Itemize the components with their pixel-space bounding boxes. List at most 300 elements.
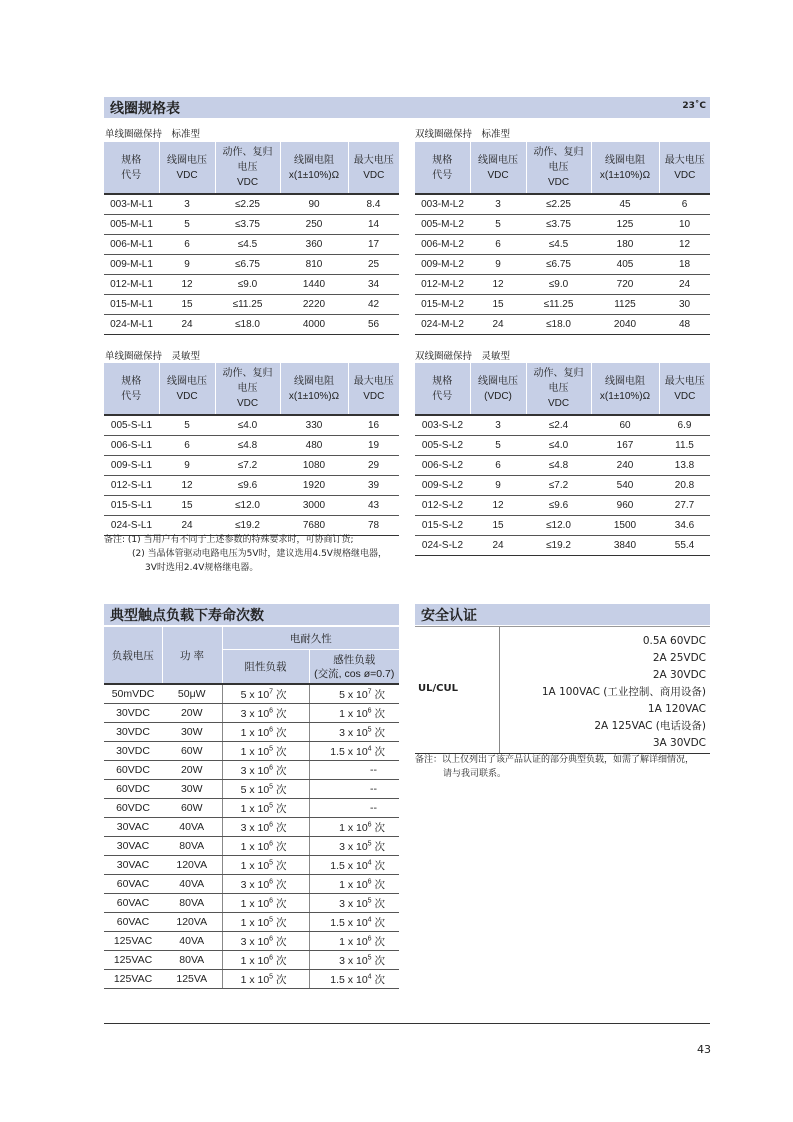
load-voltage-cell: 60VDC — [104, 799, 162, 818]
table-cell: 78 — [348, 516, 399, 536]
inductive-life-cell — [309, 837, 399, 856]
life-base: 3 x 10 — [240, 821, 270, 834]
table-row — [104, 837, 399, 856]
resistive-life-cell — [222, 894, 309, 913]
table-row — [104, 818, 399, 837]
table-cell: 24 — [159, 516, 215, 536]
table-cell: 810 — [280, 255, 348, 275]
table-cell: ≤4.0 — [526, 436, 591, 456]
table-cell: 3840 — [591, 536, 659, 556]
table-cell: 006-M-L2 — [415, 235, 470, 255]
column-header: 线圈电压 VDC — [470, 142, 526, 194]
table-row — [104, 723, 399, 742]
cert-item: 1A 120VAC — [647, 703, 706, 715]
life-exponent: 6 — [367, 707, 372, 714]
table-row — [104, 951, 399, 970]
header-voltage: 负载电压 — [104, 627, 162, 684]
cert-items — [542, 633, 706, 752]
life-unit: 次 — [273, 916, 287, 929]
life-base: 3 x 10 — [240, 935, 270, 948]
table-row — [104, 415, 399, 436]
cert-column — [415, 627, 500, 753]
table-cell: ≤9.0 — [215, 275, 280, 295]
table-cell: 330 — [280, 415, 348, 436]
resistive-life-cell — [222, 742, 309, 761]
table-cell: 24 — [470, 536, 526, 556]
table-cell: 18 — [659, 255, 710, 275]
life-base: 1.5 x 10 — [330, 859, 368, 872]
table-cell: ≤9.6 — [526, 496, 591, 516]
life-unit: 次 — [371, 954, 385, 967]
table-row — [104, 761, 399, 780]
life-unit: 次 — [371, 840, 385, 853]
table-cell: 960 — [591, 496, 659, 516]
table-cell: ≤11.25 — [526, 295, 591, 315]
table-cell: 015-M-L1 — [104, 295, 159, 315]
life-exponent: 7 — [367, 688, 372, 695]
power-cell: 120VA — [162, 913, 222, 932]
table-row — [104, 255, 399, 275]
table-row — [104, 970, 399, 989]
load-voltage-cell: 60VAC — [104, 894, 162, 913]
life-base: 5 x 10 — [339, 688, 368, 701]
power-cell: 20W — [162, 704, 222, 723]
table-cell: 1080 — [280, 456, 348, 476]
life-unit: 次 — [371, 916, 385, 929]
resistive-life-cell — [222, 951, 309, 970]
table-cell: 720 — [591, 275, 659, 295]
coil-spec-table — [104, 142, 399, 335]
load-voltage-cell: 30VDC — [104, 704, 162, 723]
resistive-life-cell — [222, 856, 309, 875]
inductive-life-cell — [309, 818, 399, 837]
life-exponent: 5 — [269, 802, 274, 809]
column-header: 最大电压 VDC — [348, 363, 399, 415]
table-row — [415, 496, 710, 516]
inductive-life-cell — [309, 704, 399, 723]
life-base: 5 x 10 — [240, 783, 270, 796]
table-cell: 4000 — [280, 315, 348, 335]
note-line: (2) 当晶体管驱动电路电压为5V时，建议选用4.5V规格继电器， — [132, 549, 387, 559]
resistive-life-cell — [222, 684, 309, 704]
column-header: 线圈电阻 x(1±10%)Ω — [280, 363, 348, 415]
coil-spec-table — [415, 363, 710, 556]
cert-label: UL/CUL — [418, 683, 458, 694]
table-cell: ≤6.75 — [215, 255, 280, 275]
power-cell: 40VA — [162, 818, 222, 837]
column-header: 最大电压 VDC — [348, 142, 399, 194]
table-cell: ≤4.5 — [526, 235, 591, 255]
load-voltage-cell: 30VAC — [104, 818, 162, 837]
table-cell: 2220 — [280, 295, 348, 315]
life-base: 1 x 10 — [240, 745, 270, 758]
table-cell: 540 — [591, 476, 659, 496]
table-cell: 9 — [470, 255, 526, 275]
table-cell: ≤4.5 — [215, 235, 280, 255]
table-cell: 003-S-L2 — [415, 415, 470, 436]
inductive-life-cell — [309, 684, 399, 704]
table-row — [104, 742, 399, 761]
column-header: 线圈电压 (VDC) — [470, 363, 526, 415]
table-cell: 024-M-L2 — [415, 315, 470, 335]
resistive-life-cell — [222, 932, 309, 951]
life-base: 3 x 10 — [240, 878, 270, 891]
life-unit: 次 — [371, 973, 385, 986]
table-cell: 480 — [280, 436, 348, 456]
header-endurance: 电耐久性 — [222, 627, 399, 650]
life-exponent: 5 — [367, 954, 372, 961]
life-unit: 次 — [273, 783, 287, 796]
table-cell: 250 — [280, 215, 348, 235]
table-cell: 29 — [348, 456, 399, 476]
power-cell: 125VA — [162, 970, 222, 989]
header-power: 功 率 — [162, 627, 222, 684]
header-inductive-label: 感性负载 — [333, 653, 376, 666]
table-subtitle: 单线圈磁保持 标准型 — [105, 129, 201, 140]
table-cell: ≤12.0 — [526, 516, 591, 536]
life-base: 3 x 10 — [339, 726, 368, 739]
life-base: 3 x 10 — [339, 840, 368, 853]
resistive-life-cell — [222, 818, 309, 837]
table-cell: 15 — [470, 516, 526, 536]
table-cell: 6 — [159, 436, 215, 456]
table-cell: 009-S-L1 — [104, 456, 159, 476]
inductive-life-cell — [309, 742, 399, 761]
column-header: 动作、复归 电压 VDC — [526, 142, 591, 194]
table-cell: ≤3.75 — [215, 215, 280, 235]
table-cell: 015-S-L2 — [415, 516, 470, 536]
table-cell: 005-S-L2 — [415, 436, 470, 456]
table-cell: 14 — [348, 215, 399, 235]
column-header: 规格 代号 — [415, 142, 470, 194]
life-base: 3 x 10 — [240, 707, 270, 720]
table-cell: 39 — [348, 476, 399, 496]
life-base: 1.5 x 10 — [330, 916, 368, 929]
table-cell: 56 — [348, 315, 399, 335]
table-row — [104, 704, 399, 723]
life-exponent: 4 — [367, 745, 372, 752]
table-subtitle: 单线圈磁保持 灵敏型 — [105, 351, 201, 362]
load-voltage-cell: 50mVDC — [104, 684, 162, 704]
table-cell: ≤19.2 — [526, 536, 591, 556]
life-exponent: 6 — [367, 821, 372, 828]
table-row — [415, 255, 710, 275]
life-unit: 次 — [273, 726, 287, 739]
life-exponent: 5 — [367, 840, 372, 847]
resistive-life-cell — [222, 780, 309, 799]
table-cell: 1500 — [591, 516, 659, 536]
table-cell: 15 — [470, 295, 526, 315]
table-cell: 1920 — [280, 476, 348, 496]
temperature-label: 23˚C — [682, 101, 706, 111]
resistive-life-cell — [222, 970, 309, 989]
cert-item: 2A 25VDC — [652, 652, 706, 664]
table-cell: 9 — [470, 476, 526, 496]
cert-item: 2A 125VAC (电话设备) — [594, 720, 706, 732]
resistive-life-cell — [222, 837, 309, 856]
table-cell: 60 — [591, 415, 659, 436]
life-base: 1 x 10 — [240, 859, 270, 872]
table-row — [415, 295, 710, 315]
life-base: 1 x 10 — [240, 897, 270, 910]
table-row — [104, 684, 399, 704]
table-cell: 005-S-L1 — [104, 415, 159, 436]
life-exponent: 5 — [269, 783, 274, 790]
life-base: 5 x 10 — [240, 688, 270, 701]
table-cell: ≤18.0 — [215, 315, 280, 335]
life-unit: 次 — [273, 745, 287, 758]
inductive-life-cell — [309, 856, 399, 875]
life-exponent: 4 — [367, 973, 372, 980]
table-row — [415, 536, 710, 556]
table-cell: 24 — [470, 315, 526, 335]
load-voltage-cell: 30VAC — [104, 837, 162, 856]
table-cell: 20.8 — [659, 476, 710, 496]
table-cell: 34.6 — [659, 516, 710, 536]
table-cell: 1440 — [280, 275, 348, 295]
table-cell: 15 — [159, 295, 215, 315]
column-header: 线圈电阻 x(1±10%)Ω — [591, 142, 659, 194]
resistive-life-cell — [222, 723, 309, 742]
life-exponent: 5 — [269, 745, 274, 752]
table-cell: 11.5 — [659, 436, 710, 456]
life-unit: 次 — [273, 802, 287, 815]
table-cell: 360 — [280, 235, 348, 255]
table-cell: ≤2.4 — [526, 415, 591, 436]
table-cell: 3 — [470, 194, 526, 215]
power-cell: 30W — [162, 780, 222, 799]
resistive-life-cell — [222, 704, 309, 723]
table-row — [415, 415, 710, 436]
table-cell: 10 — [659, 215, 710, 235]
table-cell: 6.9 — [659, 415, 710, 436]
life-exponent: 6 — [269, 935, 274, 942]
table-row — [415, 194, 710, 215]
life-exponent: 5 — [269, 973, 274, 980]
power-cell: 40VA — [162, 932, 222, 951]
column-header: 线圈电阻 x(1±10%)Ω — [591, 363, 659, 415]
note-line: 请与我司联系。 — [443, 769, 507, 779]
table-row — [104, 496, 399, 516]
note-line: 3V时选用2.4V规格继电器。 — [145, 563, 259, 573]
load-voltage-cell: 125VAC — [104, 951, 162, 970]
column-header: 动作、复归 电压 VDC — [526, 363, 591, 415]
table-cell: ≤6.75 — [526, 255, 591, 275]
inductive-life-cell — [309, 913, 399, 932]
life-exponent: 4 — [367, 916, 372, 923]
table-cell: 7680 — [280, 516, 348, 536]
table-cell: 13.8 — [659, 456, 710, 476]
table-subtitle: 双线圈磁保持 灵敏型 — [415, 351, 511, 362]
life-unit: 次 — [273, 973, 287, 986]
table-cell: 5 — [470, 215, 526, 235]
inductive-life-cell — [309, 951, 399, 970]
life-base: 1 x 10 — [339, 821, 368, 834]
inductive-life-cell: -- — [309, 780, 399, 799]
table-cell: 024-M-L1 — [104, 315, 159, 335]
column-header: 动作、复归 电压 VDC — [215, 142, 280, 194]
life-exponent: 6 — [269, 878, 274, 885]
table-cell: 43 — [348, 496, 399, 516]
life-base: 3 x 10 — [339, 897, 368, 910]
table-cell: 34 — [348, 275, 399, 295]
table-cell: 405 — [591, 255, 659, 275]
load-voltage-cell: 30VDC — [104, 742, 162, 761]
header-resistive: 阻性负载 — [222, 650, 309, 685]
table-cell: 3 — [159, 194, 215, 215]
life-unit: 次 — [371, 859, 385, 872]
column-header: 规格 代号 — [415, 363, 470, 415]
table-cell: 9 — [159, 255, 215, 275]
life-unit: 次 — [371, 878, 385, 891]
table-cell: 005-M-L2 — [415, 215, 470, 235]
table-cell: ≤18.0 — [526, 315, 591, 335]
column-header: 规格 代号 — [104, 142, 159, 194]
cert-item: 1A 100VAC (工业控制、商用设备) — [541, 686, 706, 698]
life-exponent: 6 — [269, 726, 274, 733]
table-cell: ≤19.2 — [215, 516, 280, 536]
table-cell: 5 — [159, 415, 215, 436]
load-voltage-cell: 30VDC — [104, 723, 162, 742]
table-row — [415, 516, 710, 536]
table-row — [104, 235, 399, 255]
table-row — [104, 894, 399, 913]
table-cell: 8.4 — [348, 194, 399, 215]
coil-spec-table — [104, 363, 399, 536]
table-row — [104, 913, 399, 932]
table-cell: 009-M-L2 — [415, 255, 470, 275]
life-exponent: 6 — [269, 897, 274, 904]
table-row — [104, 194, 399, 215]
table-cell: 24 — [159, 315, 215, 335]
table-cell: 17 — [348, 235, 399, 255]
table-cell: ≤4.0 — [215, 415, 280, 436]
life-exponent: 6 — [269, 954, 274, 961]
inductive-life-cell — [309, 970, 399, 989]
power-cell: 80VA — [162, 894, 222, 913]
table-cell: 006-M-L1 — [104, 235, 159, 255]
power-cell: 80VA — [162, 837, 222, 856]
life-table — [104, 627, 399, 989]
table-cell: ≤7.2 — [215, 456, 280, 476]
resistive-life-cell — [222, 913, 309, 932]
life-section-title: 典型触点负载下寿命次数 — [110, 608, 264, 624]
table-cell: 55.4 — [659, 536, 710, 556]
life-base: 1 x 10 — [339, 878, 368, 891]
table-cell: 15 — [159, 496, 215, 516]
header-inductive-note: (交流, cos ø=0.7) — [314, 667, 395, 680]
load-voltage-cell: 60VAC — [104, 913, 162, 932]
column-header: 最大电压 VDC — [659, 142, 710, 194]
life-unit: 次 — [371, 726, 385, 739]
table-cell: 006-S-L2 — [415, 456, 470, 476]
table-cell: 180 — [591, 235, 659, 255]
life-exponent: 6 — [367, 878, 372, 885]
table-cell: 005-M-L1 — [104, 215, 159, 235]
inductive-life-cell: -- — [309, 761, 399, 780]
table-cell: 30 — [659, 295, 710, 315]
life-unit: 次 — [273, 878, 287, 891]
table-cell: ≤2.25 — [215, 194, 280, 215]
life-unit: 次 — [273, 859, 287, 872]
power-cell: 50μW — [162, 684, 222, 704]
load-voltage-cell: 60VDC — [104, 780, 162, 799]
load-voltage-cell: 60VAC — [104, 875, 162, 894]
table-cell: 12 — [470, 275, 526, 295]
column-header: 线圈电压 VDC — [159, 363, 215, 415]
table-row — [415, 235, 710, 255]
table-cell: ≤4.8 — [215, 436, 280, 456]
inductive-life-cell — [309, 932, 399, 951]
table-cell: ≤9.6 — [215, 476, 280, 496]
life-exponent: 6 — [269, 764, 274, 771]
table-cell: 5 — [159, 215, 215, 235]
life-exponent: 6 — [367, 935, 372, 942]
life-exponent: 5 — [269, 916, 274, 923]
life-base: 1 x 10 — [240, 954, 270, 967]
life-base: 1.5 x 10 — [330, 745, 368, 758]
table-cell: 167 — [591, 436, 659, 456]
table-row — [415, 456, 710, 476]
table-cell: 48 — [659, 315, 710, 335]
table-cell: 6 — [470, 235, 526, 255]
load-voltage-cell: 60VDC — [104, 761, 162, 780]
table-row — [104, 875, 399, 894]
table-cell: ≤9.0 — [526, 275, 591, 295]
life-exponent: 7 — [269, 688, 274, 695]
table-cell: 240 — [591, 456, 659, 476]
column-header: 规格 代号 — [104, 363, 159, 415]
life-section-header — [104, 604, 399, 625]
inductive-life-cell: -- — [309, 799, 399, 818]
power-cell: 80VA — [162, 951, 222, 970]
table-cell: ≤11.25 — [215, 295, 280, 315]
table-row — [104, 799, 399, 818]
life-unit: 次 — [273, 954, 287, 967]
table-row — [104, 476, 399, 496]
table-cell: 12 — [159, 476, 215, 496]
coil-section-header — [104, 97, 710, 118]
table-cell: 003-M-L1 — [104, 194, 159, 215]
power-cell: 60W — [162, 799, 222, 818]
header-inductive — [309, 650, 399, 685]
table-row — [415, 215, 710, 235]
coil-spec-table — [415, 142, 710, 335]
life-base: 1 x 10 — [339, 707, 368, 720]
resistive-life-cell — [222, 799, 309, 818]
table-cell: 009-S-L2 — [415, 476, 470, 496]
life-unit: 次 — [273, 897, 287, 910]
table-cell: 015-M-L2 — [415, 295, 470, 315]
life-unit: 次 — [371, 935, 385, 948]
table-cell: 012-S-L1 — [104, 476, 159, 496]
table-cell: 5 — [470, 436, 526, 456]
life-unit: 次 — [371, 688, 385, 701]
table-cell: 9 — [159, 456, 215, 476]
table-cell: 015-S-L1 — [104, 496, 159, 516]
note-line: 备注：以上仅列出了该产品认证的部分典型负载，如需了解详细情况， — [415, 755, 695, 765]
power-cell: 60W — [162, 742, 222, 761]
table-cell: 012-M-L1 — [104, 275, 159, 295]
table-cell: ≤2.25 — [526, 194, 591, 215]
table-row — [104, 932, 399, 951]
table-cell: 12 — [159, 275, 215, 295]
life-exponent: 6 — [269, 840, 274, 847]
safety-section-header — [415, 604, 710, 625]
table-cell: ≤12.0 — [215, 496, 280, 516]
life-exponent: 6 — [269, 821, 274, 828]
life-exponent: 6 — [269, 707, 274, 714]
